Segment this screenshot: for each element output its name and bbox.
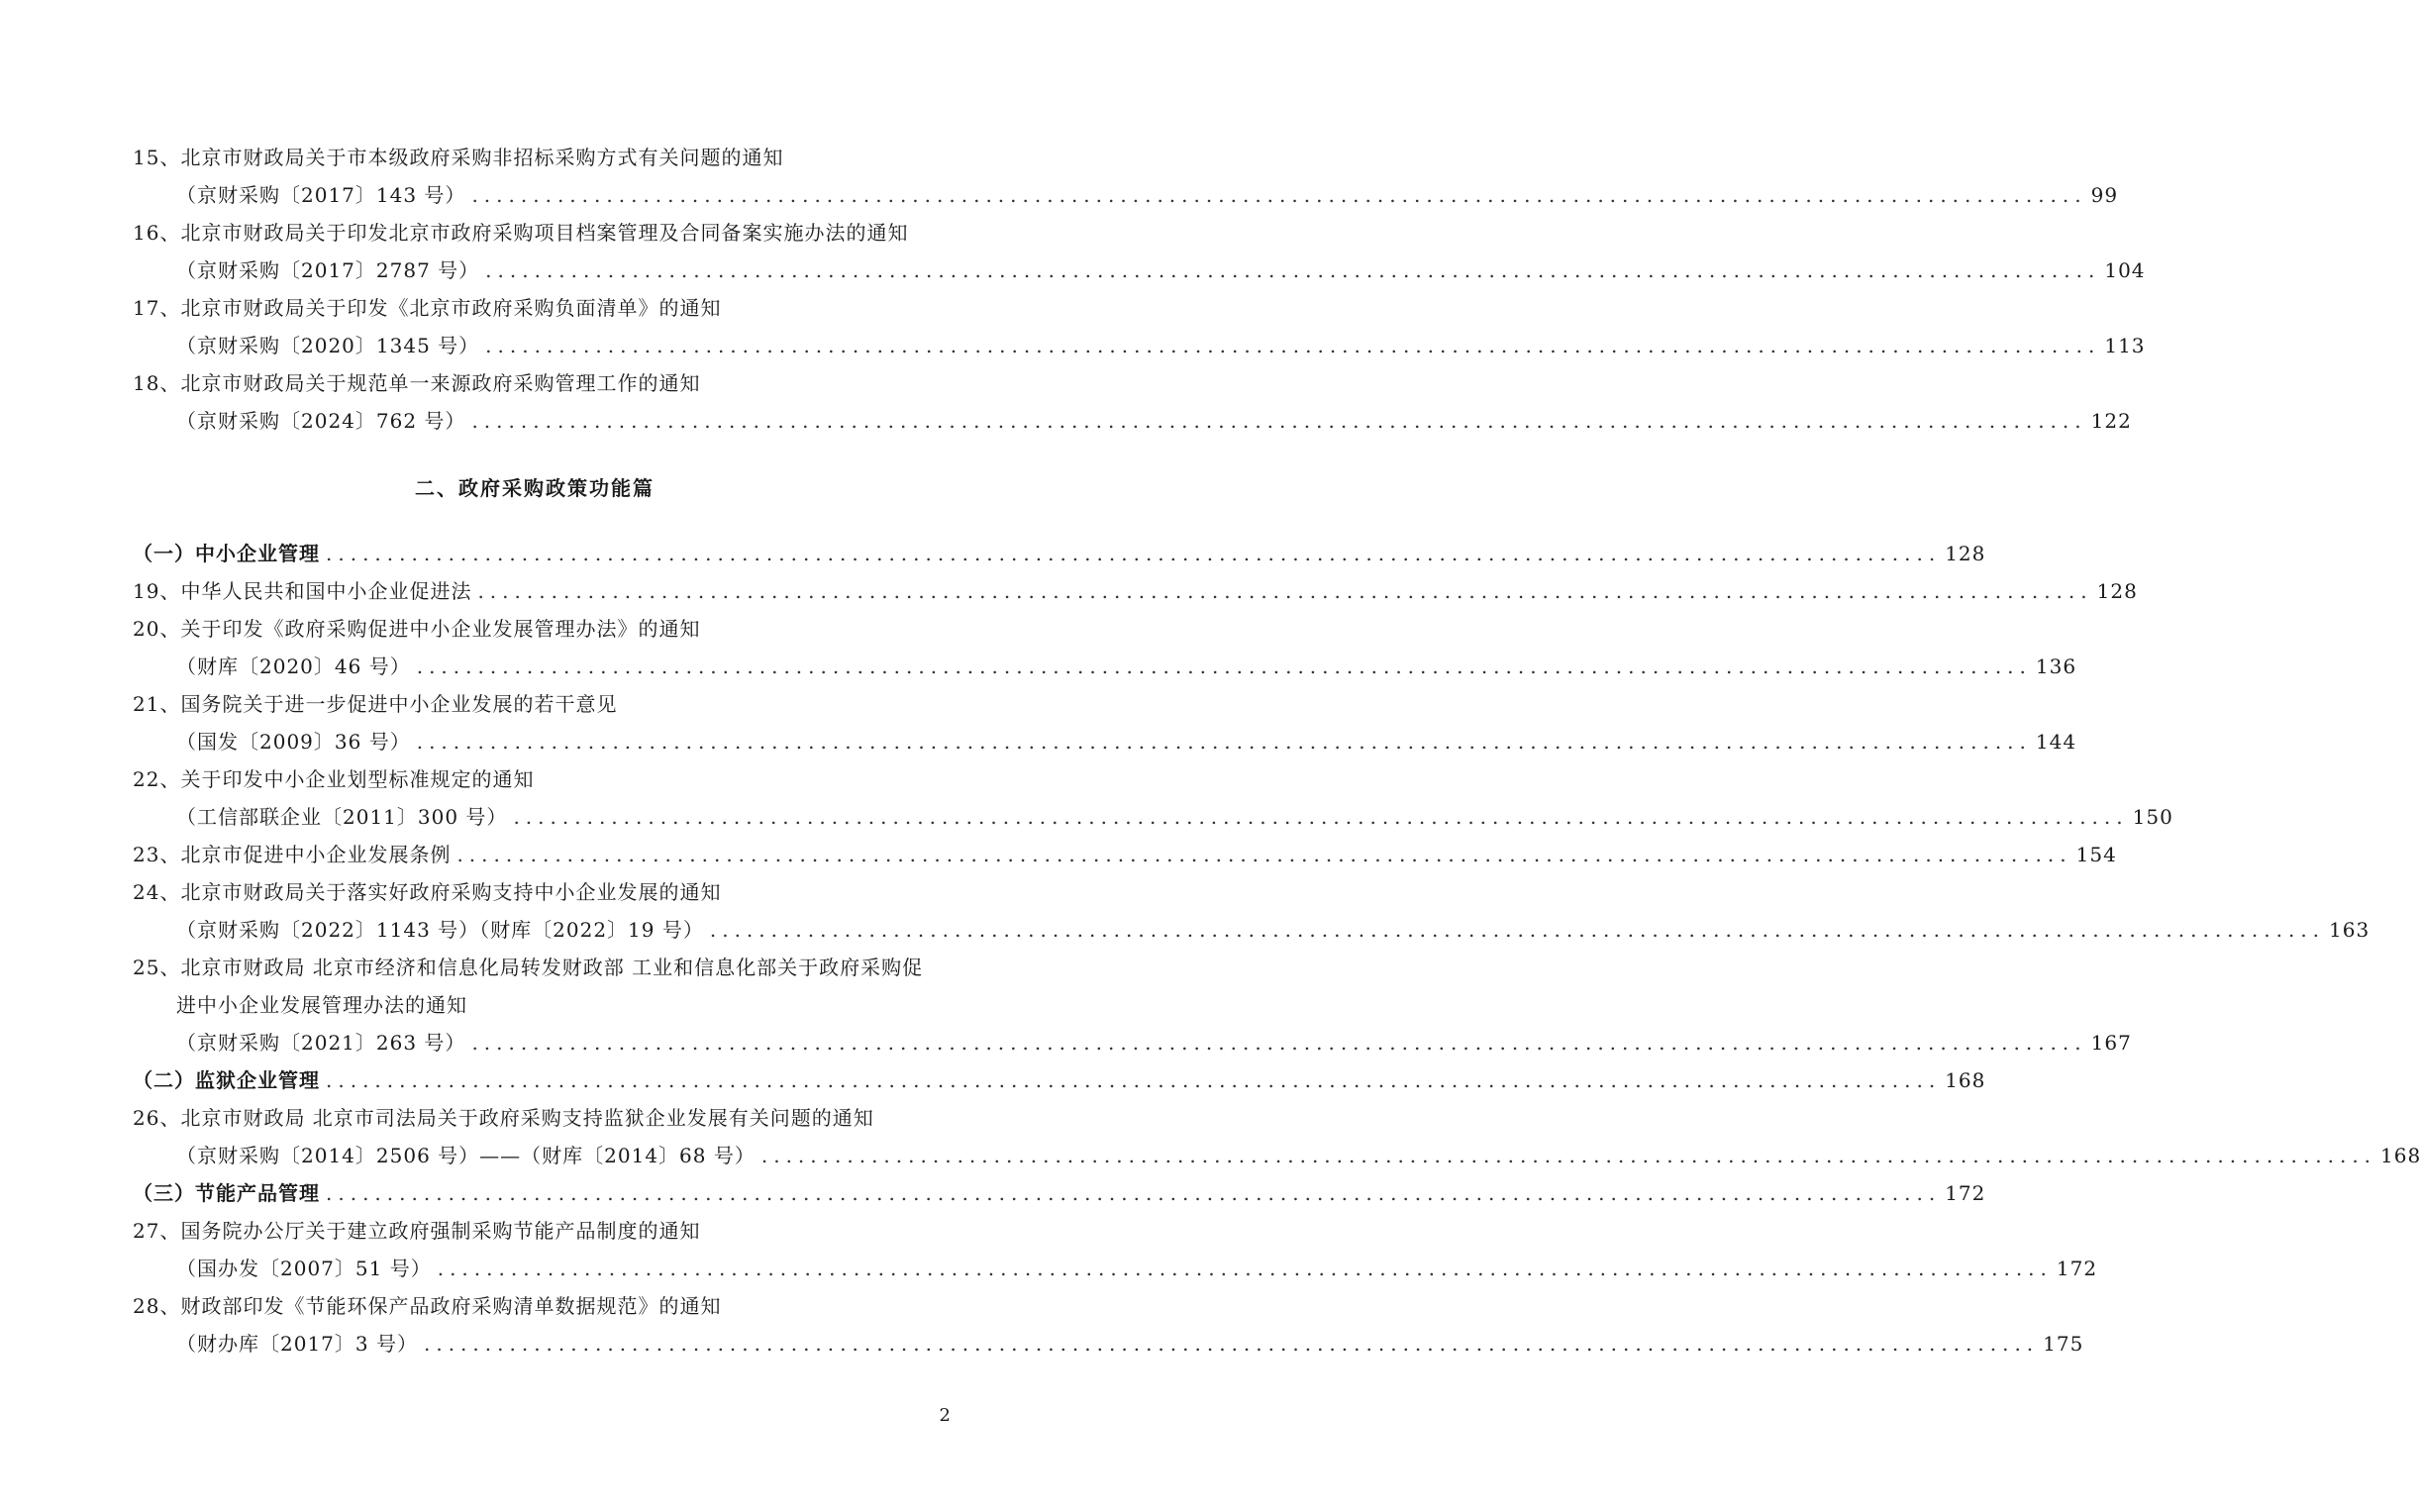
toc-entry-18-title[interactable]: 18、北京市财政局关于规范单一来源政府采购管理工作的通知	[133, 371, 701, 395]
toc-entry-17-title[interactable]: 17、北京市财政局关于印发《北京市政府采购负面清单》的通知	[133, 296, 722, 320]
dot-leader: ....................................................................................................................................	[456, 843, 2072, 866]
toc-entry-26-ref: （京财采购〔2014〕2506 号）——（财库〔2014〕68 号）	[176, 1144, 756, 1167]
toc-entry-18-ref: （京财采购〔2024〕762 号）	[176, 409, 466, 433]
toc-section-2[interactable]	[133, 1066, 1986, 1094]
dot-leader: ....................................................................................................................................	[709, 918, 2326, 942]
toc-entry-16-ref-line[interactable]	[176, 256, 2146, 284]
toc-entry-19-title: 19、中华人民共和国中小企业促进法	[133, 579, 472, 603]
toc-entry-23-title: 23、北京市促进中小企业发展条例	[133, 843, 452, 866]
section-heading-part-2: 二、政府采购政策功能篇	[415, 476, 655, 500]
toc-entry-18-page: 122	[2090, 409, 2132, 433]
page-number: 2	[939, 1405, 951, 1426]
toc-entry-27-title[interactable]: 27、国务院办公厅关于建立政府强制采购节能产品制度的通知	[133, 1219, 701, 1243]
toc-entry-28-page: 175	[2043, 1332, 2084, 1356]
toc-section-2-title: （二）监狱企业管理	[133, 1068, 320, 1092]
toc-entry-15-page: 99	[2090, 183, 2119, 207]
toc-entry-23-page: 154	[2075, 843, 2117, 866]
toc-entry-15-ref: （京财采购〔2017〕143 号）	[176, 183, 466, 207]
toc-entry-20-title[interactable]: 20、关于印发《政府采购促进中小企业发展管理办法》的通知	[133, 617, 701, 641]
dot-leader: ....................................................................................................................................	[760, 1144, 2377, 1167]
toc-entry-27-ref-line[interactable]	[176, 1255, 2098, 1282]
toc-entry-24-ref-line[interactable]	[176, 916, 2371, 944]
toc-entry-27-page: 172	[2056, 1257, 2098, 1280]
dot-leader: ....................................................................................................................................	[416, 655, 2032, 678]
toc-entry-20-page: 136	[2035, 655, 2077, 678]
toc-entry-28-ref: （财办库〔2017〕3 号）	[176, 1332, 418, 1356]
toc-entry-16-page: 104	[2104, 258, 2146, 282]
toc-entry-21-ref-line[interactable]	[176, 728, 2077, 756]
toc-entry-19[interactable]	[133, 577, 2138, 605]
toc-entry-22-title[interactable]: 22、关于印发中小企业划型标准规定的通知	[133, 767, 535, 791]
toc-entry-18-ref-line[interactable]	[176, 407, 2132, 435]
toc-entry-24-page: 163	[2329, 918, 2371, 942]
toc-entry-25-ref-line[interactable]	[176, 1029, 2132, 1057]
dot-leader: ....................................................................................................................................	[326, 1181, 1942, 1205]
toc-entry-22-ref: （工信部联企业〔2011〕300 号）	[176, 805, 508, 829]
toc-entry-25-title[interactable]: 25、北京市财政局 北京市经济和信息化局转发财政部 工业和信息化部关于政府采购促	[133, 956, 924, 979]
toc-entry-20-ref: （财库〔2020〕46 号）	[176, 655, 411, 678]
toc-entry-21-ref: （国发〔2009〕36 号）	[176, 730, 411, 754]
toc-entry-17-page: 113	[2104, 334, 2146, 357]
toc-entry-24-ref: （京财采购〔2022〕1143 号）（财库〔2022〕19 号）	[176, 918, 704, 942]
toc-entry-16-ref: （京财采购〔2017〕2787 号）	[176, 258, 480, 282]
dot-leader: ....................................................................................................................................	[471, 1031, 2087, 1055]
toc-entry-19-page: 128	[2096, 579, 2138, 603]
toc-entry-23[interactable]	[133, 841, 2117, 868]
dot-leader: ....................................................................................................................................	[423, 1332, 2040, 1356]
toc-section-3-page: 172	[1945, 1181, 1986, 1205]
dot-leader: ....................................................................................................................................	[471, 183, 2087, 207]
dot-leader: ....................................................................................................................................	[326, 542, 1942, 565]
dot-leader: ....................................................................................................................................	[326, 1068, 1942, 1092]
toc-entry-28-ref-line[interactable]	[176, 1330, 2084, 1358]
toc-entry-17-ref-line[interactable]	[176, 332, 2146, 359]
toc-entry-26-page: 168	[2380, 1144, 2421, 1167]
dot-leader: ....................................................................................................................................	[513, 805, 2129, 829]
toc-entry-20-ref-line[interactable]	[176, 653, 2077, 680]
toc-entry-28-title[interactable]: 28、财政部印发《节能环保产品政府采购清单数据规范》的通知	[133, 1294, 722, 1318]
toc-entry-27-ref: （国办发〔2007〕51 号）	[176, 1257, 432, 1280]
toc-entry-17-ref: （京财采购〔2020〕1345 号）	[176, 334, 480, 357]
toc-entry-21-title[interactable]: 21、国务院关于进一步促进中小企业发展的若干意见	[133, 692, 618, 716]
toc-section-1-page: 128	[1945, 542, 1986, 565]
toc-section-2-page: 168	[1945, 1068, 1986, 1092]
dot-leader: ....................................................................................................................................	[437, 1257, 2053, 1280]
toc-entry-26-ref-line[interactable]	[176, 1142, 2421, 1169]
toc-section-1-title: （一）中小企业管理	[133, 542, 320, 565]
toc-entry-25-ref: （京财采购〔2021〕263 号）	[176, 1031, 466, 1055]
dot-leader: ....................................................................................................................................	[485, 334, 2101, 357]
toc-entry-15-ref-line[interactable]	[176, 181, 2119, 209]
toc-entry-26-title[interactable]: 26、北京市财政局 北京市司法局关于政府采购支持监狱企业发展有关问题的通知	[133, 1106, 874, 1130]
toc-section-3-title: （三）节能产品管理	[133, 1181, 320, 1205]
toc-entry-21-page: 144	[2035, 730, 2077, 754]
toc-entry-15-title[interactable]: 15、北京市财政局关于市本级政府采购非招标采购方式有关问题的通知	[133, 146, 784, 169]
dot-leader: ....................................................................................................................................	[485, 258, 2101, 282]
toc-entry-24-title[interactable]: 24、北京市财政局关于落实好政府采购支持中小企业发展的通知	[133, 880, 722, 904]
toc-entry-22-page: 150	[2132, 805, 2173, 829]
toc-entry-16-title[interactable]: 16、北京市财政局关于印发北京市政府采购项目档案管理及合同备案实施办法的通知	[133, 221, 909, 245]
dot-leader: ....................................................................................................................................	[477, 579, 2093, 603]
toc-entry-22-ref-line[interactable]	[176, 803, 2173, 831]
toc-entry-25-title-continued[interactable]: 进中小企业发展管理办法的通知	[176, 993, 467, 1017]
dot-leader: ....................................................................................................................................	[471, 409, 2087, 433]
toc-section-3[interactable]	[133, 1179, 1986, 1207]
toc-section-1[interactable]	[133, 540, 1986, 567]
dot-leader: ....................................................................................................................................	[416, 730, 2032, 754]
toc-entry-25-page: 167	[2090, 1031, 2132, 1055]
